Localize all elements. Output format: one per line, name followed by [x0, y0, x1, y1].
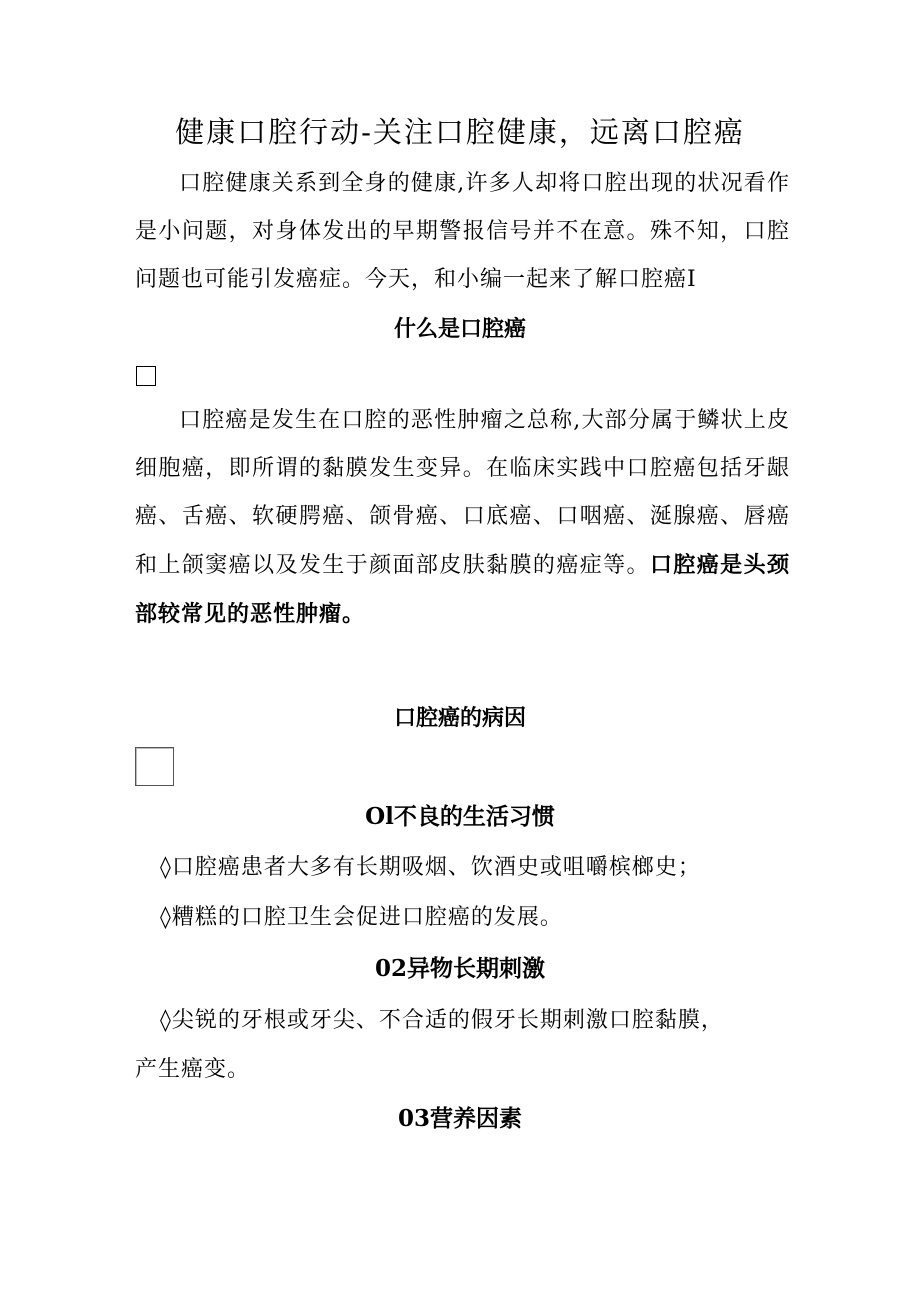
definition-paragraph [135, 397, 790, 639]
image-placeholder-small [136, 366, 156, 386]
definition-text: 口腔癌是发生在口腔的恶性肿瘤之总称,大部分属于鳞状上皮细胞癌，即所谓的黏膜发生变异。在临床实践中口腔癌包括牙龈癌、舌癌、软硬腭癌、颌骨癌、口底癌、口咽癌、涎腺癌、唇癌和上颌窦癌以及发生于颜面部皮肤黏膜的癌症等。 [135, 408, 790, 578]
image-placeholder-large [135, 747, 174, 786]
cause1-bullet-2: ◊糟糕的口腔卫生会促进口腔癌的发展。 [160, 905, 563, 930]
cause2-bullet-line-1: ◊尖锐的牙根或牙尖、不合适的假牙长期刺激口腔黏膜， [160, 1008, 724, 1033]
section-heading-causes: 口腔癌的病因 [393, 705, 526, 731]
section-heading-what-is: 什么是口腔癌 [393, 316, 526, 342]
cause-heading-1: Ol不良的生活习惯 [365, 803, 555, 830]
cause-heading-3: 03营养因素 [397, 1105, 522, 1132]
cause1-bullet-1: ◊口腔癌患者大多有长期吸烟、饮酒史或咀嚼槟榔史； [160, 855, 701, 880]
cause-heading-2: 02异物长期刺激 [374, 955, 545, 982]
definition-emphasis: 口腔癌是头颈部较常见的恶性肿瘤。 [135, 552, 790, 627]
document-title: 健康口腔行动-关注口腔健康，远离口腔癌 [175, 115, 745, 149]
intro-paragraph: 口腔健康关系到全身的健康,许多人却将口腔出现的状况看作是小问题，对身体发出的早期警报信号并不在意。殊不知，口腔问题也可能引发癌症。今天，和小编一起来了解口腔癌Ⅰ [135, 171, 790, 292]
cause2-bullet-line-2: 产生癌变。 [135, 1057, 251, 1082]
